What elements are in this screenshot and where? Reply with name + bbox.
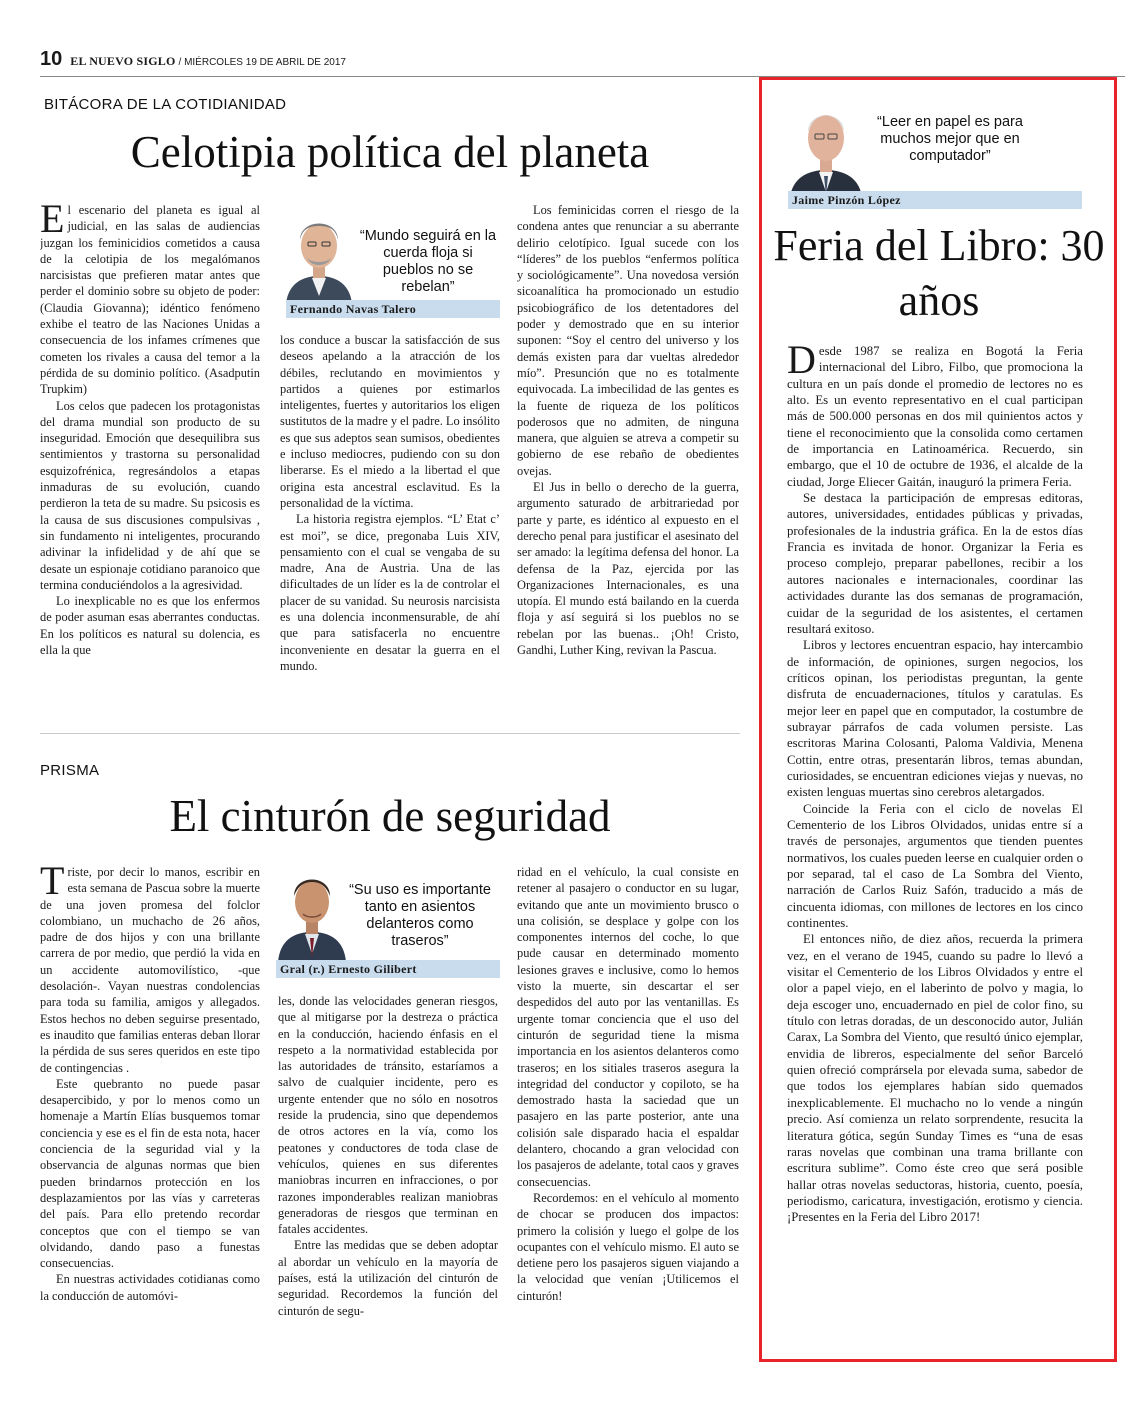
running-header — [40, 48, 346, 72]
drop-cap: E — [40, 202, 65, 241]
author-block — [280, 200, 500, 322]
article-column — [787, 343, 1083, 1353]
article-paragraph: ridad en el vehículo, la cual consiste en retener al pasajero o conductor en su lugar, evitando que ante un movimiento brusco o una colisión, se desplace y golpe con los componentes internos del coche, lo que pude causar en determinado momento lesiones graves e inclusive, como lo hemos visto la muerte, sin descartar el ser despedidos del auto por las ventanillas. Es urgente tomar conciencia que el uso del cinturón de seguridad tiene la misma importancia en los asientos delanteros como traseros; en los sitiales traseros asegura la integridad del conductor y copiloto, se ha demostrado hasta la saciedad que un pasajero en las parte posterior, ante una colisión sale disparado hacia el espaldar delantero, chocando a gran velocidad con los pasajeros de adelante, total caos y graves consecuencias. — [517, 865, 739, 1189]
author-photo — [280, 200, 358, 304]
drop-cap: D — [787, 343, 816, 382]
article-column — [517, 202, 739, 706]
author-block — [276, 862, 500, 982]
issue-date: / MIÉRCOLES 19 DE ABRIL DE 2017 — [178, 57, 346, 68]
article-title: El cinturón de seguridad — [169, 791, 611, 841]
article-paragraph: Lo inexplicable no es que los enfermos de poder asuman esas aberrantes conductas. En los políticos es natural su dolencia, es ella la que — [40, 594, 260, 658]
article-paragraph: El Jus in bello o derecho de la guerra, argumento saturado de arbitrariedad por parte y parte, es idéntico al expuesto en el derecho penal para justificar el asesinato del ser amado: la legítima defensa del honor. La defensa de la Paz, ejercida por las Organizaciones Internacionales, es una utopía. El mundo está bailando en la cuerda floja y así seguirá si los pueblos no se rebelan por las buenas.. ¡Oh! Cristo, Gandhi, Luther King, revivan la Pascua. — [517, 480, 739, 658]
article-title: Celotipia política del planeta — [130, 127, 650, 177]
pull-quote: “Su uso es importante tanto en asientos delanteros como traseros” — [349, 882, 491, 949]
article-paragraph — [40, 202, 260, 398]
article-column — [278, 993, 498, 1350]
author-name: Jaime Pinzón López — [788, 191, 1082, 209]
page-number: 10 — [40, 48, 63, 70]
paragraph-text: l escenario del planeta es igual al judicial, en las salas de audiencias juzgan los feminicidios cometidos a causa de la celotipia de los megalómanos narcisistas que prefieren matar antes que perder el dominio sobre su objeto de poder: (Claudia Giovanna); idéntico fenómeno exhibe el teatro de las Naciones Unidas a consecuencia de los infames crímenes que cometen los rivales a causa del temor a la pérdida de su dominio político. (Asadputin Trupkim) — [40, 203, 260, 397]
article-column — [40, 864, 260, 1350]
author-name: Gral (r.) Ernesto Gilibert — [276, 960, 500, 978]
article-paragraph: Los celos que padecen los protagonistas del drama mundial son producto de su inseguridad. Emoción que desequilibra sus sentimientos y trastorna su personalidad esquizofrénica, regresándolos a etapas inmaduras de su evolución, cuando perdieron la teta de su madre. Su psicosis es la causa de sus discusiones compulsivas , sin fundamento ni inteligentes, procurando adivinar la infidelidad y de ahí que se desate un espionaje cotidiano paranoico que termina conduciéndolos a la agresividad. — [40, 398, 260, 592]
article-paragraph: Coincide la Feria con el ciclo de novelas El Cementerio de los Libros Olvidados, unidas entre sí a través de personajes, argumentos que tienden puentes normativos, los cuales pueden leerse en cualquier orden o por separad, tal el caso de La Sombra del Viento, narración de Carlos Ruiz Safón, traducido a más de cincuenta idiomas, con millones de lectores en los cinco continentes. — [787, 801, 1083, 931]
article-title: Feria del Libro: 30 años — [773, 221, 1105, 325]
author-photo — [786, 96, 866, 198]
article-paragraph — [40, 864, 260, 1076]
section-divider — [40, 733, 740, 734]
article-paragraph: Este quebranto no puede pasar desapercibido, y por lo menos como un homenaje a Martín Elías busquemos tomar conciencia y ese es el fin de esta nota, hacer conciencia de la seguridad vial y la observancia de algunas normas que bien pueden brindarnos protección en los desplazamientos por las vías y carreteras del país. Para ello pretendo recordar conceptos que con el tiempo se van olvidando, dando paso a funestas consecuencias. — [40, 1076, 260, 1271]
pull-quote: “Mundo seguirá en la cuerda floja si pueblos no se rebelan” — [359, 228, 497, 295]
article-paragraph: En nuestras actividades cotidianas como la conducción de automóvi- — [40, 1272, 260, 1303]
section-label: PRISMA — [40, 762, 100, 779]
author-name: Fernando Navas Talero — [286, 300, 500, 318]
article-paragraph: Se destaca la participación de empresas editoras, autores, universidades, entidades públicas y privadas, profesionales de la industria gráfica. En la de estos días Francia es invitada de honor. Organizar la Feria es proceso complejo, preparar pabellones, recibir a los autores nacionales e internacionales, coordinar las actividades durante las dos semanas de programación, cuidar de la seguridad de los asistentes, el certamen resultará exitoso. — [787, 491, 1083, 636]
article-column — [40, 202, 260, 706]
article-paragraph: les, donde las velocidades generan riesgos, que al mitigarse por la destreza o práctica en la conducción, haciendo énfasis en el respeto a la normatividad establecida por las autoridades de tránsito, estaríamos a salvo de cualquier incidente, pero es urgente entender que no sólo en nosotros reside la prudencia, sino que dependemos de otros actores en la vía, como los peatones y conductores de toda clase de vehículos, quienes en sus diferentes maniobras incurren en infracciones, o por razones imponderables realizan maniobras generadoras de riesgos que terminan en fatales accidentes. — [278, 994, 498, 1237]
pull-quote: “Leer en papel es para muchos mejor que en computador” — [877, 114, 1023, 164]
article-paragraph: Los feminicidas corren el riesgo de la condena antes que renunciar a su aberrante delirio celotípico. Igual sucede con los “líderes” de los pueblos “enfermos política y sociológicamente”. Una novedosa versión sicoanalítica ha promocionado un estudio psicobiográfico de los detentadores del poder y demostrado que en su interior suponen: “Soy el centro del universo y los demás existen para dar vueltas alrededor mío”. Presunción que no es totalmente equivocada. La imbecilidad de las gentes es la fuente de riqueza de los políticos poderosos que no admiten, de ninguna manera, que alguien se atreva a competir su gobierno de ese rebaño de obedientes ovejas. — [517, 203, 739, 478]
article-paragraph: los conduce a buscar la satisfacción de sus deseos apelando a la atracción de los débiles, reclutando en movimientos y partidos a quienes por estimarlos inteligentes, fuertes y autoritarios los eligen sustitutos de la madre y el padre. Lo insólito es que sus adeptos sean sumisos, obedientes e incluso mediocres, pudiendo con su don liberarse. Es el miedo a la libertad el que origina esta ancestral esclavitud. Es la personalidad de la víctima. — [280, 333, 500, 510]
drop-cap: T — [40, 864, 65, 903]
article-column — [280, 332, 500, 706]
article-paragraph: Recordemos: en el vehículo al momento de chocar se producen dos impactos: primero la colisión y luego el golpe de los ocupantes con el vehículo mismo. El auto se detiene pero los pasajeros siguen viajando a la velocidad que venían ¡Utilicemos el cinturón! — [517, 1190, 739, 1303]
paragraph-text: esde 1987 se realiza en Bogotá la Feria internacional del Libro, Filbo, que promociona la cultura en un país donde el promedio de lectores no es alto. Es un evento representativo en el cual participan más de 500.000 personas en dos mil quinientos actos y tiene el reconocimiento que la consolida como certamen de importancia en Latinoamérica. Recuerdo, sin embargo, que el 10 de octubre de 1936, el alcalde de la ciudad, Jorge Eliecer Gaitán, inauguró la primera Feria. — [787, 344, 1083, 489]
section-label: BITÁCORA DE LA COTIDIANIDAD — [44, 96, 287, 113]
featured-article-box — [759, 77, 1117, 1362]
publication-name: EL NUEVO SIGLO — [70, 54, 176, 68]
author-photo — [276, 862, 348, 962]
article-column — [517, 864, 739, 1350]
article-paragraph: Entre las medidas que se deben adoptar al abordar un vehículo en la mayoría de países, está la utilización del cinturón de seguridad. Recordemos la función del cinturón de segu- — [278, 1238, 498, 1318]
article-paragraph: El entonces niño, de diez años, recuerda la primera vez, en el verano de 1945, cuando su padre lo llevó a visitar el Cementerio de los Libros Olvidados y entre el olor a papel viejo, en el laberinto de polvo y magia, lo deja escoger uno, encuadernado en piel de color fino, su título con letras doradas, de un desconocido autor, Julián Carax, La Sombra del Viento, que resultó único ejemplar, envidia de libreros, especialmente del señor Barceló quien ofreció comprársela por elevada suma, sabedor de que todos los ejemplares habían sido quemados inexplicablemente. El muchacho no lo vende a ningún precio. Así comienza un relato sorprendente, resucita la literatura gótica, según Sunday Times es “una de esas raras novelas que combinan una trama brillante con escritura sublime”. Como éste creo que será posible hallar otras novelas seductoras, historia, cuento, poesía, periodismo, caricatura, investigación, erotismo y ciencia. ¡Presentes en la Feria del Libro 2017! — [787, 932, 1083, 1225]
article-paragraph — [787, 343, 1083, 490]
paragraph-text: riste, por decir lo manos, escribir en esta semana de Pascua sobre la muerte de una joven promesa del folclor colombiano, un muchacho de 26 años, padre de dos hijos y con una brillante carrera de por medio, que perdió la vida en un accidente automovilístico, -que desolación-. Vayan nuestras condolencias para toda su familia, amigos y allegados. Estos hechos no deben seguirse presentado, es inaudito que familias enteras deban llorar la pérdida de sus seres queridos en este tipo de contingencias . — [40, 865, 260, 1075]
article-paragraph: Libros y lectores encuentran espacio, hay intercambio de información, de opiniones, surgen negocios, los críticos opinan, los periodistas preguntan, la gente disfruta de encuadernaciones, títulos y caratulas. Es mejor leer en papel que en computador, la costumbre de subrayar párrafos de cada volumen persiste. Las escritoras Marina Colosanti, Paloma Valdivia, Menena Cottin, entre otras, presentarán libros, temas abundan, curiosidades, se encuentran ediciones viejas y nuevas, no existen lenguas muertas sino cerebros aletargados. — [787, 638, 1083, 800]
article-paragraph: La historia registra ejemplos. “L’ Etat c’ est moi”, se dice, pregonaba Luis XIV, pensamiento con el cual se vengaba de su madre, Ana de Austria. Una de las dificultades de un líder es la de controlar el placer de su vanidad. Su neurosis narcisista es una dolencia inconmensurable, de ahí que para satisfacerla no encuentre inconveniente en desatar la guerra en el mundo. — [280, 512, 500, 673]
